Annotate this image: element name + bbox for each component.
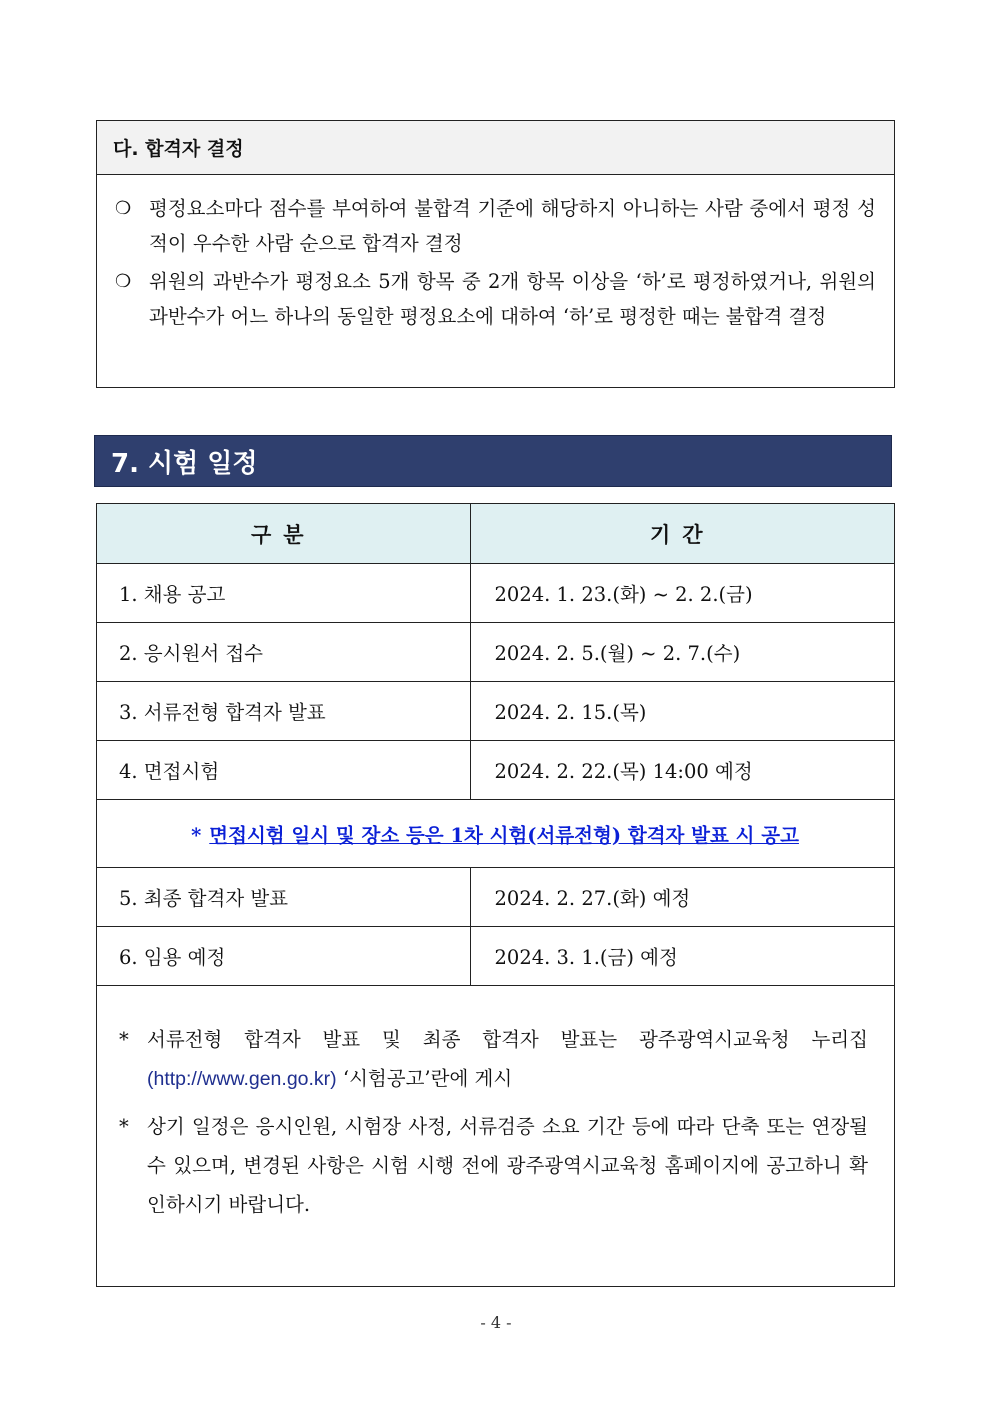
section-d-body [97,175,894,334]
table-row [97,868,895,927]
footnote-text [147,1020,868,1099]
footnote-star: * [119,1028,129,1051]
row-label: 2. 응시원서 접수 [97,623,471,682]
row-label: 5. 최종 합격자 발표 [97,868,471,927]
row-date: 2024. 2. 5.(월) ~ 2. 7.(수) [470,623,895,682]
footnote-1-tail: ‘시험공고’란에 게시 [342,1067,513,1090]
interview-notice-link[interactable]: 면접시험 일시 및 장소 등은 1차 시험(서류전형) 합격자 발표 시 공고 [209,823,799,847]
row-date: 2024. 2. 22.(목) 14:00 예정 [470,741,895,800]
homepage-url-link[interactable]: (http://www.gen.go.kr) [147,1068,337,1090]
table-row [97,682,895,741]
bullet-item [115,191,876,261]
row-label: 4. 면접시험 [97,741,471,800]
bullet-item [115,264,876,334]
row-date: 2024. 1. 23.(화) ~ 2. 2.(금) [470,564,895,623]
section-7-title: 7. 시험 일정 [94,435,892,487]
note-star: * [191,823,202,847]
circle-bullet-icon: ❍ [115,198,132,219]
row-date: 2024. 2. 15.(목) [470,682,895,741]
bullet-text: 평정요소마다 점수를 부여하여 불합격 기준에 해당하지 아니하는 사람 중에서 평정 성적이 우수한 사람 순으로 합격자 결정 [149,197,876,255]
interview-note [97,800,895,868]
row-label: 3. 서류전형 합격자 발표 [97,682,471,741]
section-d-box [96,120,895,388]
section-d-title: 다. 합격자 결정 [97,121,894,175]
table-row [97,623,895,682]
footnote-row [97,986,895,1287]
column-header-category: 구분 [97,504,471,564]
footnote-1-text: 서류전형 합격자 발표 및 최종 합격자 발표는 광주광역시교육청 누리집 [147,1028,868,1051]
footnote-item [119,1107,868,1224]
row-date: 2024. 3. 1.(금) 예정 [470,927,895,986]
footnote-item [119,1020,868,1099]
footnotes-cell [97,986,895,1287]
table-row [97,927,895,986]
table-header-row [97,504,895,564]
row-date: 2024. 2. 27.(화) 예정 [470,868,895,927]
table-row [97,564,895,623]
footnote-2-text: 상기 일정은 응시인원, 시험장 사정, 서류검증 소요 기간 등에 따라 단축 또는 연장될 수 있으며, 변경된 사항은 시험 시행 전에 광주광역시교육청 홈페이지에 공고하니 확인하시기 바랍니다. [147,1115,868,1216]
note-row [97,800,895,868]
footnote-star: * [119,1115,129,1138]
column-header-period: 기간 [470,504,895,564]
page-number: - 4 - [480,1313,512,1332]
table-row [97,741,895,800]
bullet-text: 위원의 과반수가 평정요소 5개 항목 중 2개 항목 이상을 ‘하’로 평정하였거나, 위원의 과반수가 어느 하나의 동일한 평정요소에 대하여 ‘하’로 평정한 때는 불합격 결정 [149,270,876,328]
row-label: 1. 채용 공고 [97,564,471,623]
row-label: 6. 임용 예정 [97,927,471,986]
circle-bullet-icon: ❍ [115,271,132,292]
schedule-table [96,503,895,1287]
